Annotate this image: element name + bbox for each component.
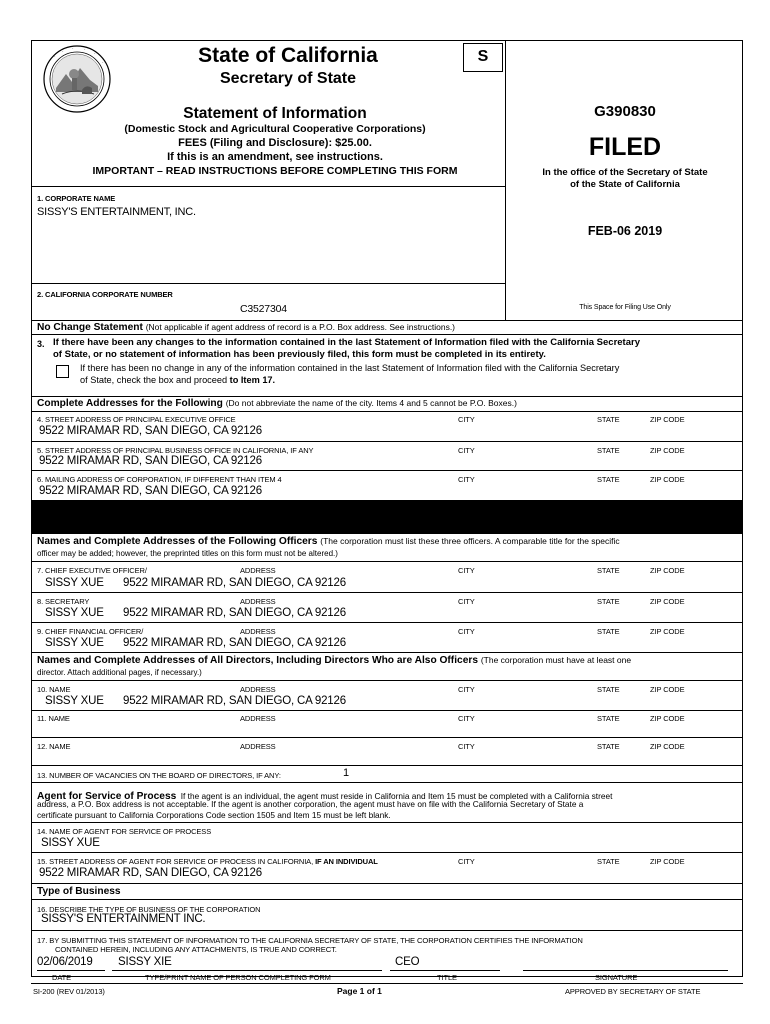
filed-stamp: FILED — [588, 133, 662, 161]
item4-zip-label: ZIP CODE — [650, 415, 685, 424]
item3-number: 3. — [37, 339, 45, 349]
agent-heading: Agent for Service of Process — [37, 791, 177, 802]
amendment-text: If this is an amendment, see instructions. — [167, 151, 383, 163]
form-letter: S — [477, 48, 489, 65]
no-change-item17-link: to Item 17. — [229, 375, 276, 385]
item7-name[interactable]: SISSY XUE — [45, 577, 104, 589]
corporate-number-value[interactable]: C3527304 — [240, 303, 287, 315]
form-subtitle: (Domestic Stock and Agricultural Cooperative Corporations) — [124, 123, 426, 135]
item11-state-label: STATE — [597, 714, 620, 723]
item15-city-label: CITY — [458, 857, 475, 866]
no-change-heading: No Change Statement — [37, 322, 143, 333]
item4-value[interactable]: 9522 MIRAMAR RD, SAN DIEGO, CA 92126 — [39, 425, 262, 437]
item4-label: 4. STREET ADDRESS OF PRINCIPAL EXECUTIVE OFFICE — [37, 415, 236, 424]
filing-office-line2: of the State of California — [570, 179, 680, 190]
svg-text:·: · — [94, 51, 96, 57]
corporate-number-label: 2. CALIFORNIA CORPORATE NUMBER — [37, 290, 173, 299]
svg-text:·: · — [102, 60, 104, 66]
directors-note-2: director. Attach additional pages, if necessary.) — [37, 668, 202, 677]
item15-zip-label: ZIP CODE — [650, 857, 685, 866]
item9-city-label: CITY — [458, 627, 475, 636]
page-title: State of California — [198, 44, 378, 67]
svg-text:·: · — [62, 49, 64, 55]
item7-address-label: ADDRESS — [240, 566, 276, 575]
item5-city-label: CITY — [458, 446, 475, 455]
item15-label-bold: IF AN INDIVIDUAL — [315, 857, 378, 866]
approved-by: APPROVED BY SECRETARY OF STATE — [565, 987, 701, 996]
item10-address-label: ADDRESS — [240, 685, 276, 694]
filing-date: FEB-06 2019 — [587, 224, 663, 238]
item15-state-label: STATE — [597, 857, 620, 866]
important-notice: IMPORTANT – READ INSTRUCTIONS BEFORE COMPLETING THIS FORM — [92, 165, 458, 177]
addresses-heading: Complete Addresses for the Following — [37, 398, 223, 409]
corporate-name-value[interactable]: SISSY'S ENTERTAINMENT, INC. — [37, 206, 196, 218]
officers-note: (The corporation must list these three officers. A comparable title for the specific — [320, 536, 620, 546]
no-change-instruction-1: If there have been any changes to the information contained in the last Statement of Information filed with the California Secretary — [53, 337, 640, 348]
signature-field[interactable] — [523, 952, 728, 970]
item5-zip-label: ZIP CODE — [650, 446, 685, 455]
fees-text: FEES (Filing and Disclosure): $25.00. — [178, 137, 372, 149]
signer-title-value[interactable]: CEO — [395, 956, 420, 968]
item6-city-label: CITY — [458, 475, 475, 484]
no-change-text-2: of State, check the box and proceed — [80, 375, 230, 385]
item6-state-label: STATE — [597, 475, 620, 484]
item6-value[interactable]: 9522 MIRAMAR RD, SAN DIEGO, CA 92126 — [39, 485, 262, 497]
form-letter-box — [463, 43, 503, 72]
item9-address-label: ADDRESS — [240, 627, 276, 636]
item16-label: 16. DESCRIBE THE TYPE OF BUSINESS OF THE CORPORATION — [37, 905, 261, 914]
item15-label: 15. STREET ADDRESS OF AGENT FOR SERVICE OF PROCESS IN CALIFORNIA, — [37, 857, 316, 866]
item16-value[interactable]: SISSY'S ENTERTAINMENT INC. — [41, 913, 206, 925]
filing-space-note: This Space for Filing Use Only — [579, 304, 671, 311]
svg-text:·: · — [84, 47, 86, 53]
signature-label: SIGNATURE — [595, 973, 638, 982]
item7-zip-label: ZIP CODE — [650, 566, 685, 575]
item11-address-label: ADDRESS — [240, 714, 276, 723]
agent-note-1: If the agent is an individual, the agent must reside in California and Item 15 must be completed with a California street — [180, 791, 613, 801]
business-heading: Type of Business — [37, 886, 121, 897]
officers-heading: Names and Complete Addresses of the Following Officers — [37, 536, 318, 547]
item5-label: 5. STREET ADDRESS OF PRINCIPAL BUSINESS OFFICE IN CALIFORNIA, IF ANY — [37, 446, 314, 455]
item8-city-label: CITY — [458, 597, 475, 606]
item9-address[interactable]: 9522 MIRAMAR RD, SAN DIEGO, CA 92126 — [123, 637, 346, 649]
item14-label: 14. NAME OF AGENT FOR SERVICE OF PROCESS — [37, 827, 212, 836]
directors-heading: Names and Complete Addresses of All Directors, Including Directors Who are Also Officers — [37, 655, 478, 666]
item5-value[interactable]: 9522 MIRAMAR RD, SAN DIEGO, CA 92126 — [39, 455, 262, 467]
item10-label: 10. NAME — [37, 685, 71, 694]
name-label: TYPE/PRINT NAME OF PERSON COMPLETING FORM — [145, 973, 331, 982]
no-change-note: (Not applicable if agent address of record is a P.O. Box address. See instructions.) — [145, 322, 456, 332]
item12-city-label: CITY — [458, 742, 475, 751]
item7-city-label: CITY — [458, 566, 475, 575]
item4-state-label: STATE — [597, 415, 620, 424]
item11-label: 11. NAME — [37, 714, 70, 723]
item10-state-label: STATE — [597, 685, 620, 694]
vacancies-label: 13. NUMBER OF VACANCIES ON THE BOARD OF DIRECTORS, IF ANY: — [37, 771, 281, 780]
title-label: TITLE — [437, 973, 457, 982]
directors-note: (The corporation must have at least one — [480, 655, 632, 665]
corporate-name-label: 1. CORPORATE NAME — [37, 194, 116, 203]
item8-state-label: STATE — [597, 597, 620, 606]
signer-name-value[interactable]: SISSY XIE — [118, 956, 172, 968]
agent-note-3: certificate pursuant to California Corporations Code section 1505 and Item 15 must be left blank. — [37, 810, 391, 820]
no-change-checkbox[interactable] — [56, 365, 69, 378]
item4-city-label: CITY — [458, 415, 475, 424]
item9-label: 9. CHIEF FINANCIAL OFFICER/ — [37, 627, 144, 636]
redaction-bar — [31, 500, 743, 534]
no-change-instruction-2: of State, or no statement of information has been previously filed, this form must be completed in its entirety. — [53, 349, 546, 360]
page-subtitle: Secretary of State — [219, 70, 357, 87]
item8-zip-label: ZIP CODE — [650, 597, 685, 606]
filing-office-line1: In the office of the Secretary of State — [542, 167, 708, 178]
form-title: Statement of Information — [183, 105, 367, 122]
item7-address[interactable]: 9522 MIRAMAR RD, SAN DIEGO, CA 92126 — [123, 577, 346, 589]
svg-text:·: · — [72, 46, 74, 52]
svg-text:·: · — [54, 54, 56, 60]
item10-zip-label: ZIP CODE — [650, 685, 685, 694]
document-number: G390830 — [594, 103, 656, 120]
item7-state-label: STATE — [597, 566, 620, 575]
item9-zip-label: ZIP CODE — [650, 627, 685, 636]
officers-note-2: officer may be added; however, the preprinted titles on this form must not be altered.) — [37, 549, 338, 558]
vacancies-value[interactable]: 1 — [343, 767, 349, 779]
signature-date-value[interactable]: 02/06/2019 — [37, 956, 93, 968]
item9-name[interactable]: SISSY XUE — [45, 637, 104, 649]
page-number: Page 1 of 1 — [337, 986, 382, 996]
item11-zip-label: ZIP CODE — [650, 714, 685, 723]
item7-label: 7. CHIEF EXECUTIVE OFFICER/ — [37, 566, 147, 575]
certify-line-1: 17. BY SUBMITTING THIS STATEMENT OF INFORMATION TO THE CALIFORNIA SECRETARY OF STATE, THE CORPORATION CERTIFIES THE INFORMATION — [37, 936, 583, 945]
item8-label: 8. SECRETARY — [37, 597, 90, 606]
item6-label: 6. MAILING ADDRESS OF CORPORATION, IF DIFFERENT THAN ITEM 4 — [37, 475, 282, 484]
item6-zip-label: ZIP CODE — [650, 475, 685, 484]
item10-address[interactable]: 9522 MIRAMAR RD, SAN DIEGO, CA 92126 — [123, 695, 346, 707]
item5-state-label: STATE — [597, 446, 620, 455]
item14-value[interactable]: SISSY XUE — [41, 837, 100, 849]
item15-value[interactable]: 9522 MIRAMAR RD, SAN DIEGO, CA 92126 — [39, 867, 262, 879]
certify-line-2: CONTAINED HEREIN, INCLUDING ANY ATTACHMENTS, IS TRUE AND CORRECT. — [55, 945, 337, 954]
item12-zip-label: ZIP CODE — [650, 742, 685, 751]
item12-address-label: ADDRESS — [240, 742, 276, 751]
form-id: SI-200 (REV 01/2013) — [33, 987, 105, 996]
item8-address[interactable]: 9522 MIRAMAR RD, SAN DIEGO, CA 92126 — [123, 607, 346, 619]
item8-address-label: ADDRESS — [240, 597, 276, 606]
item11-city-label: CITY — [458, 714, 475, 723]
agent-note-2: address, a P.O. Box address is not acceptable. If the agent is another corporation, the agent must have on file with the California Secretary of State a — [37, 799, 584, 809]
item10-name[interactable]: SISSY XUE — [45, 695, 104, 707]
item12-state-label: STATE — [597, 742, 620, 751]
no-change-text-1: If there has been no change in any of the information contained in the last Statement of Information filed with the California Secretary — [80, 363, 620, 373]
item9-state-label: STATE — [597, 627, 620, 636]
date-label: DATE — [52, 973, 72, 982]
addresses-note: (Do not abbreviate the name of the city. Items 4 and 5 cannot be P.O. Boxes.) — [225, 398, 517, 408]
item10-city-label: CITY — [458, 685, 475, 694]
item12-label: 12. NAME — [37, 742, 71, 751]
item8-name[interactable]: SISSY XUE — [45, 607, 104, 619]
